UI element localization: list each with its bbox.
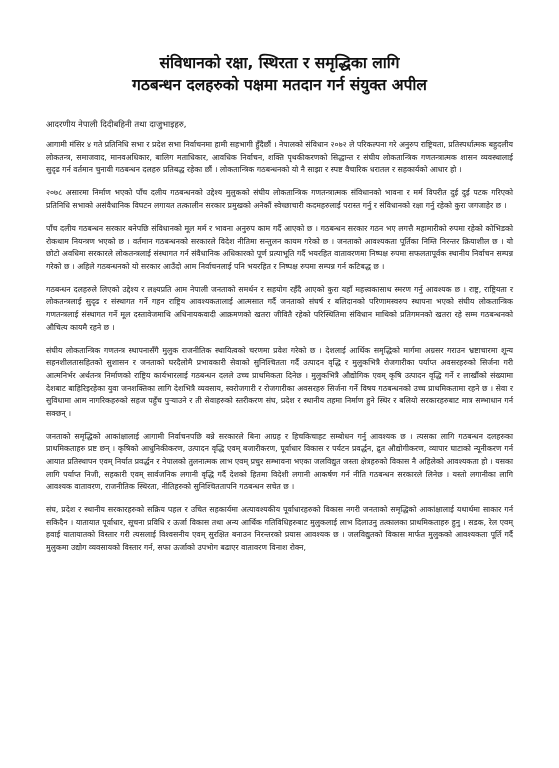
- salutation: आदरणीय नेपाली दिदीबहिनी तथा दाजुभाइहरु,: [46, 119, 187, 129]
- title-line-1: संविधानको रक्षा, स्थिरता र समृद्धिका लागि: [159, 54, 400, 72]
- paragraph-4: गठबन्धन दलहरुले लिएको उद्देश्य र लक्ष्यप्रति आम नेपाली जनताको समर्थन र सहयोग रहँदै आएको कुरा यहाँ महत्त्वकासाथ स्मरण गर्नु आवश्यक छ । राष्ट्र, राष्ट्रियता र लोकतन्त्रलाई सुदृढ र संस्थागत गर्ने गहन राष्ट्रिय आवश्यकतालाई आत्मसात गर्दै जनताको संघर्ष र बलिदानको परिणामस्वरुप स्थापना भएको संघीय लोकतान्त्रिक गणतन्त्रलाई संस्थागत गर्ने मूल दस्तावेजमाथि अधिनायकवादी आक्रमणको खतरा जीवितै रहेको परिस्थितिमा संविधान माथिको प्रतिगमनको खतरा रहे सम्म गठबन्धनको औचित्य कायमै रहने छ ।: [46, 284, 513, 332]
- paragraph-2: २०७८ असारमा निर्माण भएको पाँच दलीय गठबन्धनको उद्देश्य मुलुकको संघीय लोकतान्त्रिक गणतन्त्रात्मक संविधानको भावना र मर्म विपरीत दुई दुई पटक गरिएको प्रतिनिधि सभाको असंवैधानिक विघटन लगायत तत्कालीन सरकार प्रमुखको अनेकौं स्वेच्छाचारी कदमहरुलाई परास्त गर्नु र संविधानको रक्षा गर्नु रहेको कुरा जगजाहेर छ ।: [46, 188, 513, 210]
- paragraph-5: संघीय लोकतान्त्रिक गणतन्त्र स्थापनासँगै मुलुक राजनीतिक स्थायित्वको चरणमा प्रवेश गरेको छ । देशलाई आर्थिक समृद्धिको मार्गमा अग्रसर गराउन भ्रष्टाचारमा शून्य सहनशीलतासहितको सुशासन र जनताको घरदैलोमै प्रभावकारी सेवाको सुनिश्चितता गर्दै उत्पादन वृद्धि र मुलुकभित्रै रोजगारीका पर्याप्त अवसरहरुको सिर्जना गरी आत्मनिर्भर अर्थतन्त्र निर्माणको राष्ट्रिय कार्यभारलाई गठबन्धन दलले उच्च प्राथमिकता दिनेछ । मुलुकभित्रै औद्योगिक एवम् कृषि उत्पादन वृद्धि गर्ने र लाखौंको संख्यामा देशबाट बाहिरिइरहेका युवा जनशक्तिका लागि देशभित्रै व्यवसाय, स्वरोजगारी र रोजगारीका अवसरहरु सिर्जना गर्ने विषय गठबन्धनको उच्च प्राथमिकतामा रहने छ । सेवा र सुविधामा आम नागरिकहरुको सहज पहुँच पुऱ्याउने र ती सेवाहरुको स्तरीकरण संघ, प्रदेश र स्थानीय तहमा निर्माण हुने स्थिर र बलियो सरकारहरुबाट मात्र सम्भाधान गर्न सक्छन् ।: [46, 345, 513, 418]
- paragraph-7: संघ, प्रदेश र स्थानीय सरकारहरुको सक्रिय पहल र उचित सहकार्यमा अत्यावश्यकीय पूर्वाधारहरुको विकास नगरी जनताको समृद्धिको आकांक्षालाई यथार्थमा साकार गर्न सकिदैन । यातायात पूर्वाधार, सूचना प्रविधि र ऊर्जा विकास तथा अन्य आर्थिक गतिविधिहरुबाट मुलुकलाई लाभ दिलाउनु तत्कालका प्राथमिकताहरु हुनु । सडक, रेल एवम् हवाई यातायातको विस्तार गरी त्यसलाई विश्वसनीय एवम् सुरक्षित बनाउन निरन्तरको प्रयास आवश्यक छ । जलविद्युतको विकास मार्फत मुलुकको आवश्यकता पूर्ति गर्दै मुलुकमा उद्योग व्यवसायको विस्तार गर्न, सफा ऊर्जाको उपभोग बढाएर वातावरण विनाश रोक्न,: [46, 505, 513, 553]
- paragraph-1: आगामी मंसिर ४ गते प्रतिनिधि सभा र प्रदेश सभा निर्वाचनमा हामी सहभागी हुँदैछौं । नेपालको संविधान २०७२ ले परिकल्पना गरे अनुरुप राष्ट्रियता, प्रतिस्पर्धात्मक बहुदलीय लोकतन्त्र, समाजवाद, मानवअधिकार, बालिग मताधिकार, आवधिक निर्वाचन, शक्ति पृथकीकरणको सिद्धान्त र संघीय लोकतान्त्रिक गणतन्त्रात्मक शासन व्यवस्थालाई सुदृढ गर्न वर्तमान चुनावी गठबन्धन दलहरु प्रतिबद्ध रहेका छौं । लोकतान्त्रिक गठबन्धनको यो नै साझा र स्पष्ट वैचारिक धरातल र सहकार्यको आधार हो ।: [46, 140, 513, 175]
- title-line-2: गठबन्धन दलहरुको पक्षमा मतदान गर्न संयुक्त अपील: [132, 76, 427, 94]
- paragraph-3: पाँच दलीय गठबन्धन सरकार बनेपछि संविधानको मूल मर्म र भावना अनुरुप काम गर्दै आएको छ । गठबन्धन सरकार गठन भए लगत्तै महामारीको रुपमा रहेको कोभिडको रोकथाम नियन्त्रण भएको छ । वर्तमान गठबन्धनको सरकारले विदेश नीतिमा सन्तुलन कायम गरेको छ । जनताको आवश्यकता पूर्तिका निम्ति निरन्तर क्रियाशील छ । यो छोटो अवधिमा सरकारले लोकतन्त्रलाई संस्थागत गर्न संवैधानिक अधिकारको पूर्ण प्रत्याभूति गर्दै भयरहित वातावरणमा निष्पक्ष रुपमा सफलतापूर्वक स्थानीय निर्वाचन सम्पन्न गरेको छ । अहिले गठबन्धनको यो सरकार आउँदो आम निर्वाचनलाई पनि भयरहित र निष्पक्ष रुपमा सम्पन्न गर्न कटिबद्ध छ ।: [46, 223, 513, 271]
- paragraph-6: जनताको समृद्धिको आकांक्षालाई आगामी निर्वाचनपछि बन्ने सरकारले बिना आग्रह र हिचकिचाहट सम्बोधन गर्नु आवश्यक छ । त्यसका लागि गठबन्धन दलहरुका प्राथमिकताहरु प्रष्ट छन् । कृषिको आधुनिकीकरण, उत्पादन वृद्धि एवम् बजारीकरण, पूर्वाधार विकास र पर्यटन प्रवर्द्धन, द्रुत औद्योगीकरण, व्यापार घाटाको न्यूनीकरण गर्न आयात प्रतिस्थापन एवम् निर्यात प्रवर्द्धन र नेपालको तुलनात्मक लाभ एवम् प्रचुर सम्भावना भएका जलविद्युत जस्ता क्षेत्रहरुको विकास नै अहिलेको आवश्यकता हो । यसका लागि पर्याप्त निजी, सहकारी एवम् सार्वजनिक लगानी वृद्धि गर्दै देशको हितमा विदेशी लगानी आकर्षण गर्न नीति गठबन्धन सरकारले लिनेछ । यस्तो लगानीका लागि आवश्यक वातावरण, राजनीतिक स्थिरता, नीतिहरुको सुनिश्चिततापनि गठबन्धन सचेत छ ।: [46, 431, 513, 492]
- document-title: [46, 52, 513, 96]
